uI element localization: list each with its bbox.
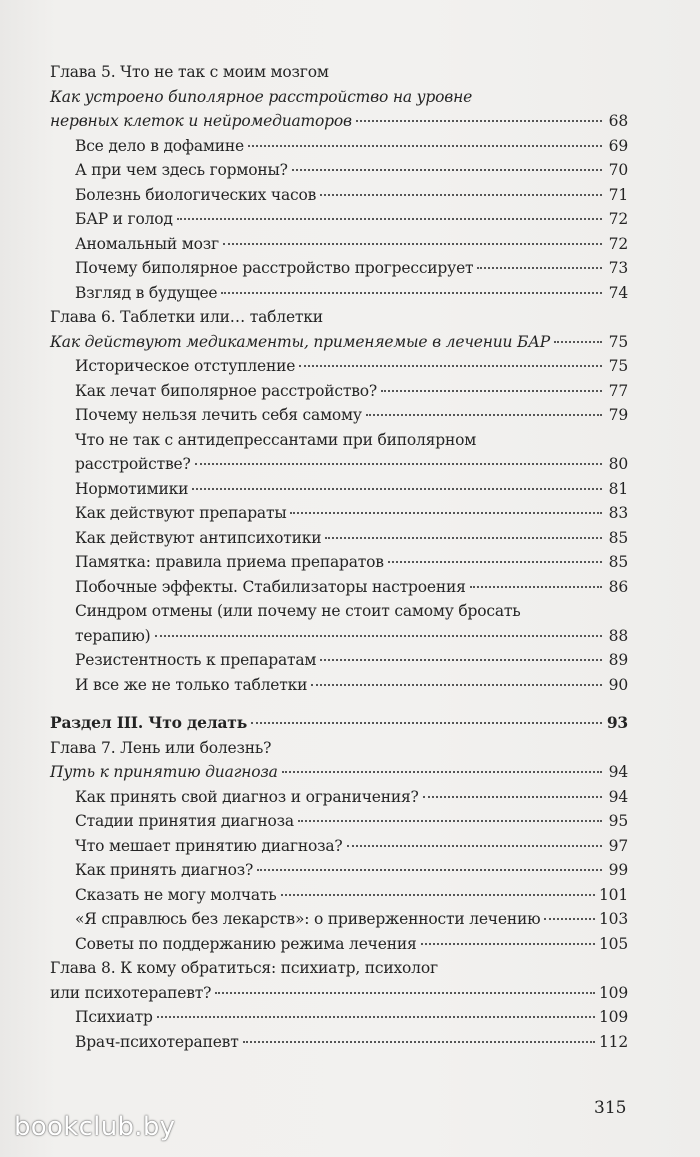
- toc-entry-title: Побочные эффекты. Стабилизаторы настроения: [75, 577, 466, 596]
- toc-entry-page: 77: [608, 381, 628, 400]
- toc-entry-title: Психиатр: [75, 1008, 153, 1026]
- toc-entry: [50, 673, 628, 698]
- dot-leader: [320, 659, 602, 661]
- toc-entry-page: 94: [608, 787, 628, 806]
- toc-entry-title: «Я справлюсь без лекарств»: о приверженности лечению: [75, 910, 541, 928]
- dot-leader: [299, 365, 602, 367]
- toc-entry: [50, 158, 628, 183]
- dot-leader: [544, 918, 595, 920]
- toc-entry-title: И все же не только таблетки: [75, 675, 308, 694]
- toc-entry-title: Как действуют антипсихотики: [75, 528, 322, 547]
- dot-leader: [423, 796, 602, 798]
- dot-leader: [381, 390, 602, 392]
- toc-entry-title: Раздел III. Что делать: [50, 713, 248, 732]
- toc-entry-title: Стадии принятия диагноза: [75, 812, 294, 830]
- toc-entry-page: 94: [608, 763, 628, 781]
- toc-entry-page: 101: [599, 885, 628, 904]
- toc-entry: [50, 256, 628, 281]
- dot-leader: [388, 561, 602, 563]
- toc-entry: [50, 183, 628, 208]
- toc-entry-title: Аномальный мозг: [75, 234, 219, 253]
- dot-leader: [215, 992, 595, 994]
- toc-entry-page: 86: [608, 577, 628, 596]
- toc-entry-title: Глава 7. Лень или болезнь?: [50, 738, 272, 757]
- toc-entry: [50, 981, 628, 1006]
- toc-entry-title: А при чем здесь гормоны?: [75, 161, 288, 179]
- toc-entry-title: Резистентность к препаратам: [75, 651, 317, 669]
- dot-leader: [421, 943, 595, 945]
- toc-entry: [50, 1030, 628, 1055]
- toc-entry-page: 72: [608, 210, 628, 228]
- toc-entry-page: 71: [608, 185, 628, 204]
- dot-leader: [311, 684, 602, 686]
- dot-leader: [282, 771, 602, 773]
- page-number: 315: [594, 1098, 627, 1118]
- toc-entry-page: 103: [599, 910, 628, 928]
- toc-entry: [50, 711, 628, 736]
- dot-leader: [192, 488, 602, 490]
- dot-leader: [155, 635, 602, 637]
- dot-leader: [281, 894, 595, 896]
- toc-entry-title: Что не так с антидепрессантами при биполярном: [75, 430, 477, 449]
- toc-entry-page: 72: [608, 234, 628, 253]
- toc-entry: [50, 134, 628, 159]
- toc-entry-page: 80: [608, 455, 628, 473]
- toc-entry-title: Как принять свой диагноз и ограничения?: [75, 787, 419, 806]
- dot-leader: [243, 1041, 595, 1043]
- dot-leader: [320, 194, 602, 196]
- toc-entry-page: 74: [608, 283, 628, 302]
- toc-entry: [50, 834, 628, 859]
- toc-entry: [50, 932, 628, 957]
- toc-entry: [50, 736, 628, 761]
- toc-entry-title: Как действуют препараты: [75, 504, 287, 522]
- toc-entry-title: Советы по поддержанию режима лечения: [75, 934, 417, 953]
- toc-entry-title: Сказать не могу молчать: [75, 885, 277, 904]
- toc-entry: [50, 109, 628, 134]
- toc-entry: [50, 809, 628, 834]
- toc-entry-page: 75: [608, 332, 628, 351]
- toc-entry-title: Как устроено биполярное расстройство на уровне: [50, 87, 473, 106]
- toc-entry-title: Глава 6. Таблетки или… таблетки: [50, 308, 323, 326]
- toc-entry-title: Глава 5. Что не так с моим мозгом: [50, 63, 329, 81]
- dot-leader: [554, 341, 602, 343]
- dot-leader: [477, 267, 602, 269]
- toc-entry: [50, 599, 628, 624]
- toc-entry-page: 109: [599, 983, 628, 1002]
- toc-entry: [50, 1005, 628, 1030]
- dot-leader: [157, 1016, 595, 1018]
- toc-entry: [50, 785, 628, 810]
- toc-entry-page: 95: [608, 812, 628, 830]
- toc-entry: [50, 648, 628, 673]
- dot-leader: [257, 869, 602, 871]
- toc-entry-title: Как действуют медикаменты, применяемые в лечении БАР: [50, 332, 550, 351]
- toc-entry-title: Почему биполярное расстройство прогрессирует: [75, 259, 474, 277]
- toc-entry: [50, 907, 628, 932]
- toc-entry-title: Как лечат биполярное расстройство?: [75, 381, 378, 400]
- dot-leader: [223, 243, 602, 245]
- toc-entry-page: 112: [599, 1032, 628, 1051]
- toc-entry-page: 109: [599, 1008, 628, 1026]
- section-gap: [50, 697, 628, 711]
- toc-entry-page: 69: [608, 136, 628, 155]
- toc-entry: [50, 501, 628, 526]
- toc-entry: [50, 281, 628, 306]
- toc-entry-page: 90: [608, 675, 628, 694]
- toc-entry-page: 88: [608, 626, 628, 645]
- toc-entry: [50, 354, 628, 379]
- toc-entry: [50, 85, 628, 110]
- toc-entry: [50, 428, 628, 453]
- toc-entry-title: Врач-психотерапевт: [75, 1032, 239, 1051]
- dot-leader: [347, 845, 603, 847]
- toc-entry-page: 93: [606, 713, 628, 732]
- toc-entry-title: Историческое отступление: [75, 357, 296, 375]
- toc-entry-title: Синдром отмены (или почему не стоит самому бросать: [75, 602, 521, 620]
- toc-entry-page: 89: [608, 651, 628, 669]
- toc-entry: [50, 330, 628, 355]
- dot-leader: [366, 414, 602, 416]
- toc-entry-title: Памятка: правила приема препаратов: [75, 553, 384, 571]
- toc-entry-title: Что мешает принятию диагноза?: [75, 836, 343, 855]
- dot-leader: [221, 292, 602, 294]
- dot-leader: [356, 120, 602, 122]
- toc-entry-title: Нормотимики: [75, 479, 189, 498]
- dot-leader: [177, 218, 602, 220]
- toc-entry: [50, 624, 628, 649]
- toc-entry-page: 79: [608, 406, 628, 424]
- toc-entry-page: 81: [608, 479, 628, 498]
- toc-entry: [50, 305, 628, 330]
- toc-entry-page: 99: [608, 861, 628, 879]
- toc-entry-page: 105: [599, 934, 628, 953]
- toc-entry-title: терапию): [75, 626, 151, 645]
- toc-entry-title: Болезнь биологических часов: [75, 185, 317, 204]
- toc-entry: [50, 956, 628, 981]
- table-of-contents: [50, 60, 628, 1054]
- toc-entry-page: 75: [608, 357, 628, 375]
- toc-entry-title: Путь к принятию диагноза: [50, 763, 278, 781]
- toc-entry: [50, 452, 628, 477]
- dot-leader: [251, 722, 602, 724]
- toc-entry-title: Как принять диагноз?: [75, 861, 254, 879]
- toc-entry-page: 68: [608, 112, 628, 130]
- dot-leader: [290, 512, 602, 514]
- toc-entry-title: или психотерапевт?: [50, 983, 212, 1002]
- toc-entry-title: Все дело в дофамине: [75, 136, 244, 155]
- toc-entry-page: 85: [608, 553, 628, 571]
- toc-entry: [50, 883, 628, 908]
- toc-entry-title: Почему нельзя лечить себя самому: [75, 406, 362, 424]
- toc-entry: [50, 477, 628, 502]
- dot-leader: [195, 463, 602, 465]
- toc-entry: [50, 232, 628, 257]
- dot-leader: [470, 586, 602, 588]
- toc-entry-title: Взгляд в будущее: [75, 283, 218, 302]
- toc-entry-page: 83: [608, 504, 628, 522]
- dot-leader: [298, 820, 602, 822]
- toc-entry: [50, 760, 628, 785]
- toc-entry-title: нервных клеток и нейромедиаторов: [50, 112, 352, 130]
- toc-entry-page: 70: [608, 161, 628, 179]
- toc-entry: [50, 858, 628, 883]
- watermark: bookclub.by: [14, 1112, 176, 1142]
- toc-entry: [50, 526, 628, 551]
- toc-entry: [50, 403, 628, 428]
- toc-entry-page: 85: [608, 528, 628, 547]
- toc-entry: [50, 60, 628, 85]
- toc-entry: [50, 575, 628, 600]
- dot-leader: [292, 169, 602, 171]
- toc-entry: [50, 379, 628, 404]
- toc-entry-title: Глава 8. К кому обратиться: психиатр, психолог: [50, 959, 438, 977]
- toc-entry-title: расстройстве?: [75, 455, 191, 473]
- dot-leader: [325, 537, 602, 539]
- toc-entry-title: БАР и голод: [75, 210, 173, 228]
- toc-entry: [50, 550, 628, 575]
- toc-entry-page: 97: [608, 836, 628, 855]
- dot-leader: [248, 145, 602, 147]
- toc-entry: [50, 207, 628, 232]
- toc-entry-page: 73: [608, 259, 628, 277]
